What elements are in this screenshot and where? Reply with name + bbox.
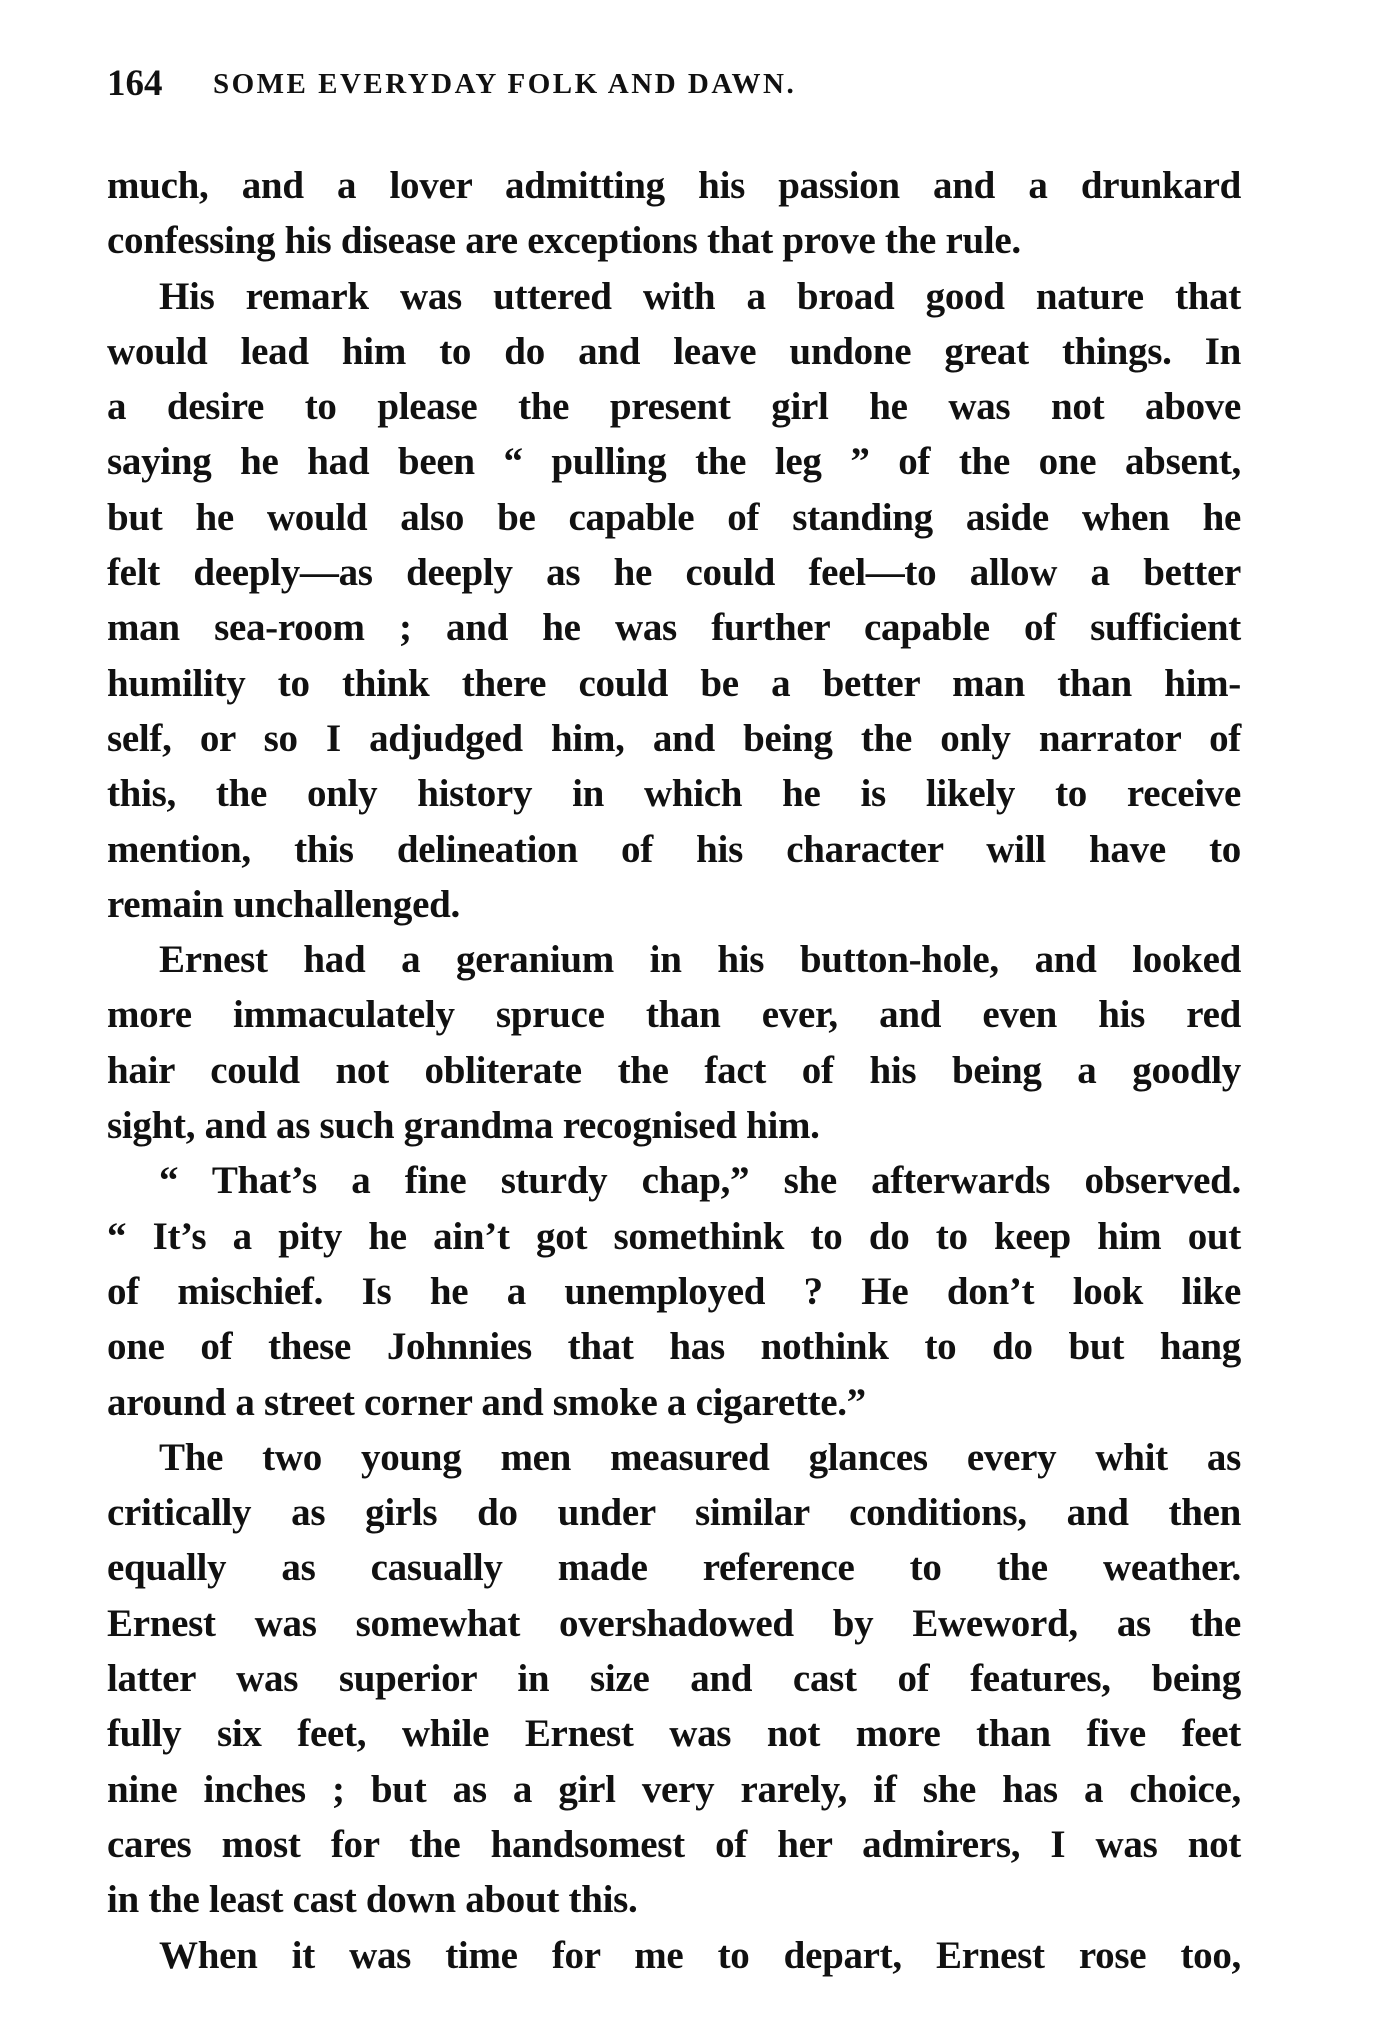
text-line: cares most for the handsomest of her admirers, I was not [107, 1822, 1241, 1866]
text-line: Ernest had a geranium in his button-hole, and looked [159, 938, 1241, 982]
text-line: hair could not obliterate the fact of his being a goodly [107, 1048, 1241, 1092]
text-line: but he would also be capable of standing aside when he [107, 495, 1241, 539]
text-line: Ernest was somewhat overshadowed by Eweword, as the [107, 1601, 1241, 1645]
text-line: in the least cast down about this. [107, 1878, 638, 1922]
page-number: 164 [107, 63, 163, 104]
paragraph [107, 932, 1241, 1153]
text-line: The two young men measured glances every whit as [159, 1435, 1241, 1479]
page-body [107, 158, 1241, 1983]
paragraph [107, 158, 1241, 269]
text-line: fully six feet, while Ernest was not more than five feet [107, 1712, 1241, 1756]
text-line: latter was superior in size and cast of features, being [107, 1657, 1241, 1701]
paragraph [107, 1928, 1241, 1983]
text-line: When it was time for me to depart, Ernest rose too, [159, 1933, 1241, 1977]
text-line: man sea-room ; and he was further capable of sufficient [107, 606, 1241, 650]
text-line: “ It’s a pity he ain’t got somethink to do to keep him out [107, 1214, 1241, 1258]
text-line: a desire to please the present girl he was not above [107, 385, 1241, 429]
text-line: sight, and as such grandma recognised him. [107, 1104, 820, 1148]
paragraph [107, 269, 1241, 933]
text-line: this, the only history in which he is likely to receive [107, 772, 1241, 816]
text-line: of mischief. Is he a unemployed ? He don’t look like [107, 1269, 1241, 1313]
paragraph [107, 1430, 1241, 1928]
text-line: “ That’s a fine sturdy chap,” she afterwards observed. [159, 1159, 1241, 1203]
text-line: critically as girls do under similar conditions, and then [107, 1491, 1241, 1535]
text-line: remain unchallenged. [107, 882, 460, 926]
running-title: SOME EVERYDAY FOLK AND DAWN. [213, 68, 797, 100]
running-header [107, 62, 1247, 106]
text-line: self, or so I adjudged him, and being the only narrator of [107, 716, 1241, 760]
text-line: humility to think there could be a better man than him- [107, 661, 1241, 705]
paragraph [107, 1153, 1241, 1429]
text-line: mention, this delineation of his character will have to [107, 827, 1241, 871]
text-line: much, and a lover admitting his passion and a drunkard [107, 164, 1241, 207]
text-line: felt deeply—as deeply as he could feel—to allow a better [107, 551, 1241, 595]
text-line: more immaculately spruce than ever, and even his red [107, 993, 1241, 1037]
text-line: around a street corner and smoke a cigarette.” [107, 1380, 866, 1424]
text-line: one of these Johnnies that has nothink to do but hang [107, 1325, 1241, 1369]
text-line: confessing his disease are exceptions that prove the rule. [107, 219, 1021, 263]
text-line: nine inches ; but as a girl very rarely, if she has a choice, [107, 1767, 1241, 1811]
text-line: saying he had been “ pulling the leg ” of the one absent, [107, 440, 1241, 484]
text-line: His remark was uttered with a broad good nature that [159, 274, 1241, 318]
text-line: would lead him to do and leave undone great things. In [107, 329, 1241, 373]
text-line: equally as casually made reference to the weather. [107, 1546, 1241, 1590]
